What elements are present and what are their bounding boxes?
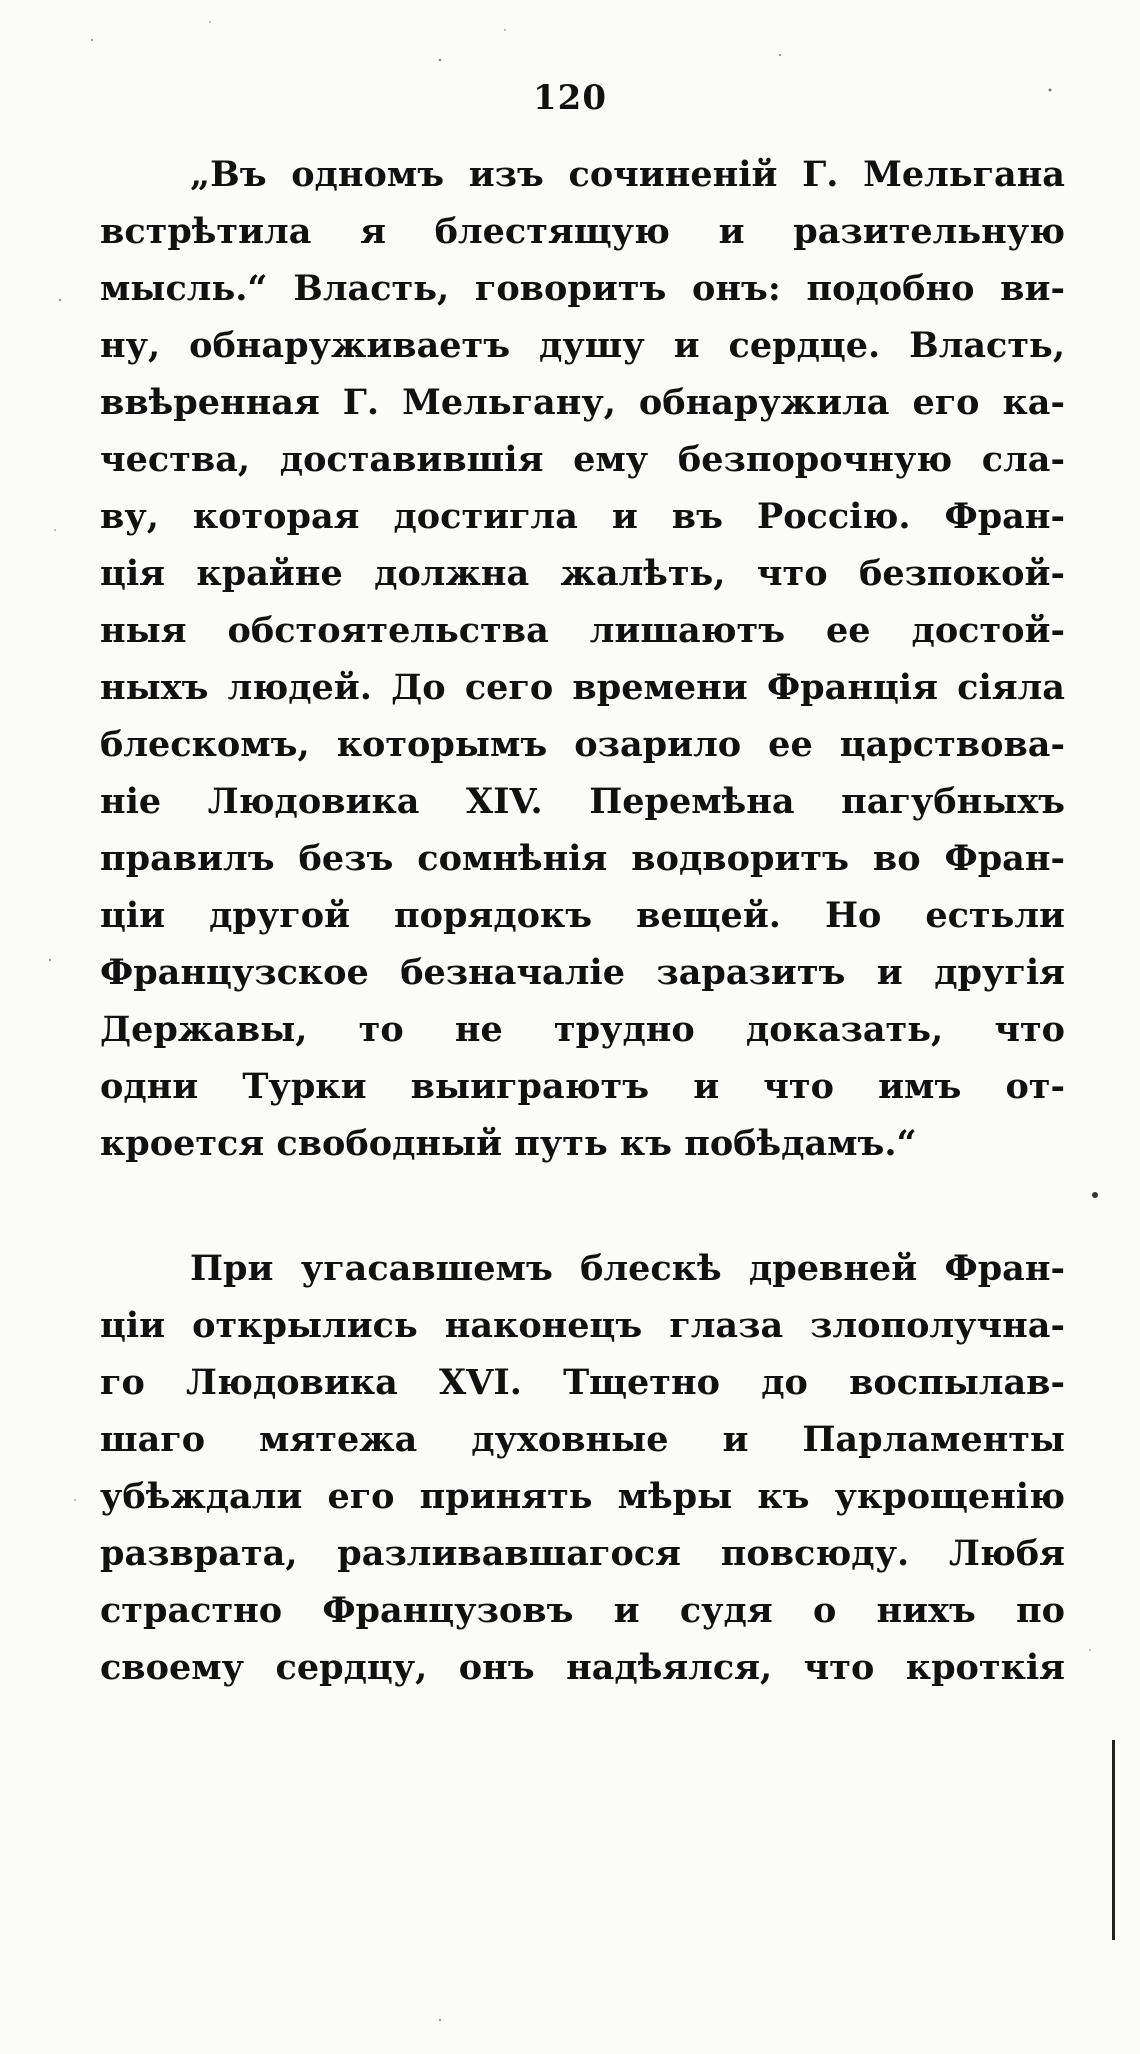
text-line: ныхъ людей. До сего времени Франція сіяла (100, 667, 1065, 708)
text-line: го Людовика XVI. Тщетно до воспылав- (100, 1362, 1065, 1403)
text-line: чества, доставившія ему безпорочную сла- (100, 439, 1065, 480)
text-line: мысль.“ Власть, говоритъ онъ: подобно ви- (100, 268, 1065, 309)
text-line: ніе Людовика XIV. Перемѣна пагубныхъ (100, 781, 1065, 822)
text-line: своему сердцу, онъ надѣялся, что кроткія (100, 1647, 1065, 1688)
paragraph-1 (100, 146, 1065, 1172)
text-line: ввѣренная Г. Мельгану, обнаружила его ка- (100, 382, 1065, 423)
text-line: одни Турки выиграютъ и что имъ от- (100, 1066, 1065, 1107)
text-line: правилъ безъ сомнѣнія водворитъ во Фран- (100, 838, 1065, 879)
text-line: ціи открылись наконецъ глаза злополучна- (100, 1305, 1065, 1346)
text-line: блескомъ, которымъ озарило ее царствова- (100, 724, 1065, 765)
text-line: ція крайне должна жалѣть, что безпокой- (100, 553, 1065, 594)
text-line: Державы, то не трудно доказать, что (100, 1009, 1065, 1050)
text-line: ціи другой порядокъ вещей. Но естьли (100, 895, 1065, 936)
margin-rule (1112, 1740, 1115, 1940)
text-line: шаго мятежа духовные и Парламенты (100, 1419, 1065, 1460)
text-line: ну, обнаруживаетъ душу и сердце. Власть, (100, 325, 1065, 366)
text-line: ву, которая достигла и въ Россію. Фран- (100, 496, 1065, 537)
text-line: ныя обстоятельства лишаютъ ее достой- (100, 610, 1065, 651)
text-line: встрѣтила я блестящую и разительную (100, 211, 1065, 252)
text-line: убѣждали его принять мѣры къ укрощенію (100, 1476, 1065, 1517)
text-line: кроется свободный путь къ побѣдамъ.“ (100, 1123, 917, 1164)
paragraph-2 (100, 1240, 1065, 1696)
text-line: разврата, разливавшагося повсюду. Любя (100, 1533, 1065, 1574)
text-line: При угасавшемъ блескѣ древней Фран- (190, 1248, 1065, 1289)
page-number: 120 (533, 78, 607, 118)
text-line: страстно Французовъ и судя о нихъ по (100, 1590, 1065, 1631)
text-line: Французское безначаліе заразитъ и другія (100, 952, 1065, 993)
text-line: „Въ одномъ изъ сочиненій Г. Мельгана (190, 154, 1065, 195)
